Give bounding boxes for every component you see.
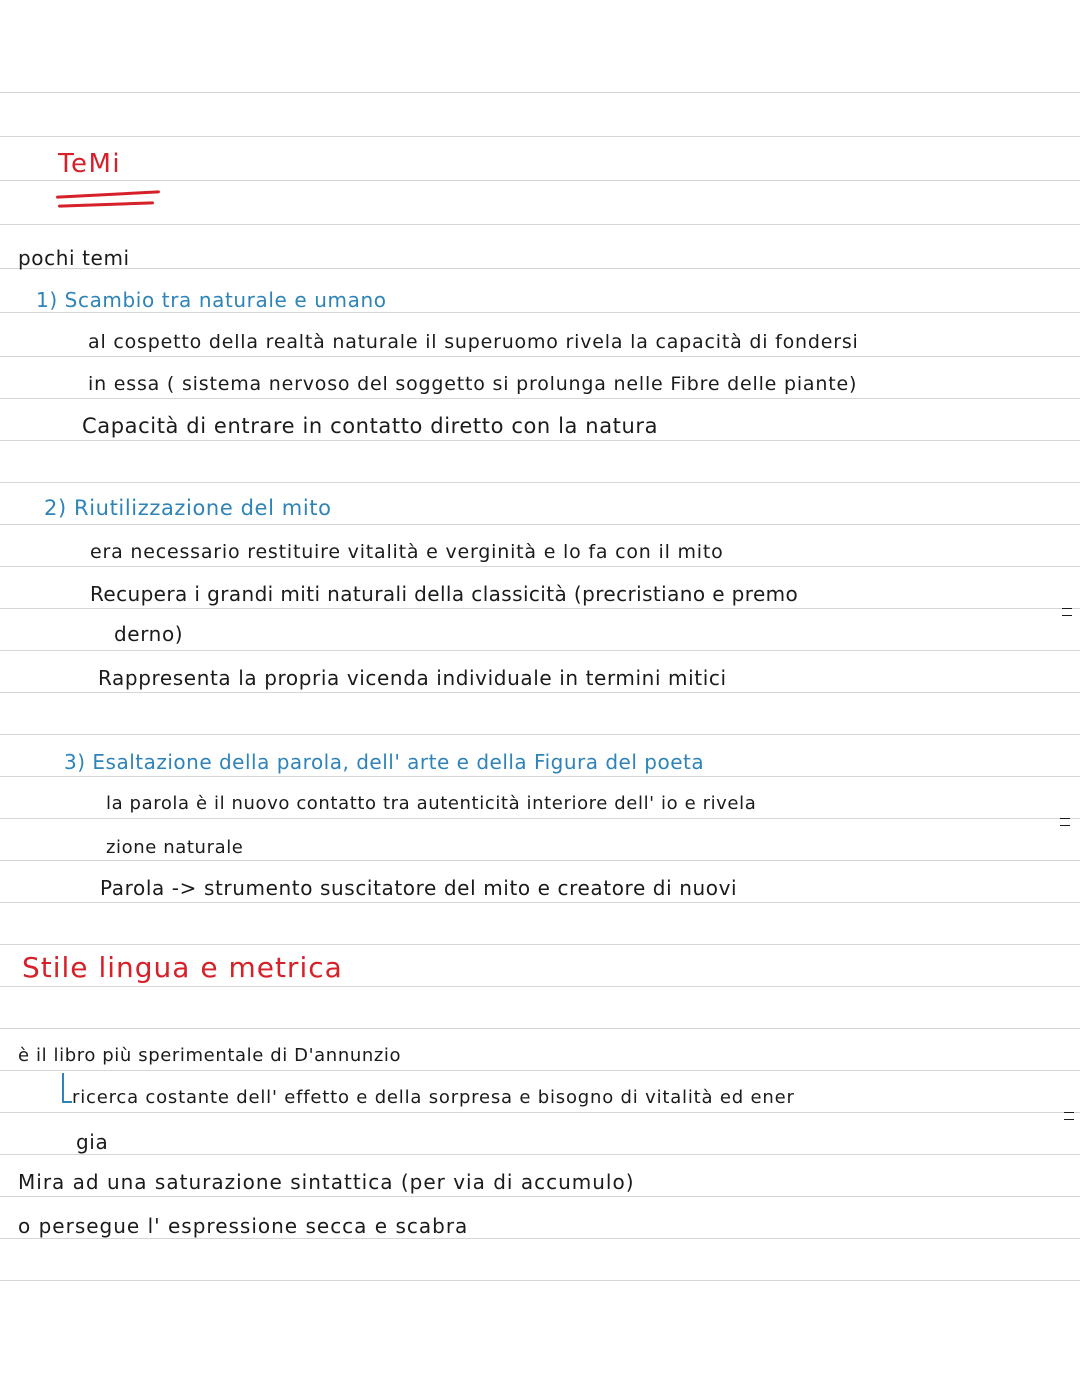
- ruled-line: [0, 692, 1080, 693]
- ruled-line: [0, 1280, 1080, 1281]
- theme3-heading: 3) Esaltazione della parola, dell' arte e della Figura del poeta: [64, 750, 705, 774]
- ruled-line: [0, 1196, 1080, 1197]
- ruled-line: [0, 440, 1080, 441]
- stile-title: Stile lingua e metrica: [22, 951, 343, 984]
- temi-title: TeMi: [58, 149, 122, 179]
- ruled-line: [0, 818, 1080, 819]
- ruled-line: [0, 224, 1080, 225]
- stile-line: è il libro più sperimentale di D'annunzio: [18, 1045, 402, 1066]
- ruled-line: [0, 1070, 1080, 1071]
- theme1-line: Capacità di entrare in contatto diretto con la natura: [82, 414, 659, 438]
- theme2-line: era necessario restituire vitalità e verginità e lo fa con il mito: [90, 541, 724, 563]
- temi-title-underline: [58, 201, 154, 207]
- ruled-line: [0, 1028, 1080, 1029]
- theme1-line: al cospetto della realtà naturale il superuomo rivela la capacità di fondersi: [88, 331, 859, 353]
- stile-line: ricerca costante dell' effetto e della sorpresa e bisogno di vitalità ed ener: [72, 1087, 795, 1108]
- continuation-mark: [1064, 1112, 1074, 1120]
- temi-title-underline: [56, 190, 160, 198]
- theme2-line: derno): [114, 622, 184, 646]
- ruled-line: [0, 986, 1080, 987]
- stile-line: gia: [76, 1130, 109, 1154]
- continuation-mark: [1060, 818, 1070, 826]
- theme3-line: zione naturale: [106, 837, 244, 858]
- theme1-heading: 1) Scambio tra naturale e umano: [36, 288, 387, 312]
- ruled-line: [0, 608, 1080, 609]
- ruled-line: [0, 1112, 1080, 1113]
- continuation-mark: [1062, 608, 1072, 616]
- theme3-line: la parola è il nuovo contatto tra autenticità interiore dell' io e rivela: [106, 793, 757, 814]
- stile-line: Mira ad una saturazione sintattica (per via di accumulo): [18, 1170, 635, 1194]
- ruled-line: [0, 524, 1080, 525]
- ruled-line: [0, 268, 1080, 269]
- ruled-line: [0, 734, 1080, 735]
- ruled-line: [0, 356, 1080, 357]
- ruled-line: [0, 776, 1080, 777]
- theme2-line: Rappresenta la propria vicenda individuale in termini mitici: [98, 666, 727, 690]
- stile-line: o persegue l' espressione secca e scabra: [18, 1214, 469, 1238]
- ruled-line: [0, 902, 1080, 903]
- theme2-heading: 2) Riutilizzazione del mito: [44, 496, 332, 520]
- ruled-line: [0, 92, 1080, 93]
- intro-text: pochi temi: [18, 246, 130, 270]
- ruled-line: [0, 398, 1080, 399]
- ruled-line: [0, 650, 1080, 651]
- ruled-line: [0, 1154, 1080, 1155]
- ruled-line: [0, 136, 1080, 137]
- theme3-line: Parola -> strumento suscitatore del mito e creatore di nuovi: [100, 876, 738, 900]
- theme2-line: Recupera i grandi miti naturali della classicità (precristiano e premo: [90, 582, 799, 606]
- ruled-line: [0, 482, 1080, 483]
- ruled-line: [0, 944, 1080, 945]
- ruled-line: [0, 566, 1080, 567]
- theme1-line: in essa ( sistema nervoso del soggetto si prolunga nelle Fibre delle piante): [88, 373, 858, 395]
- bracket-arrow-icon: [62, 1073, 72, 1103]
- ruled-line: [0, 180, 1080, 181]
